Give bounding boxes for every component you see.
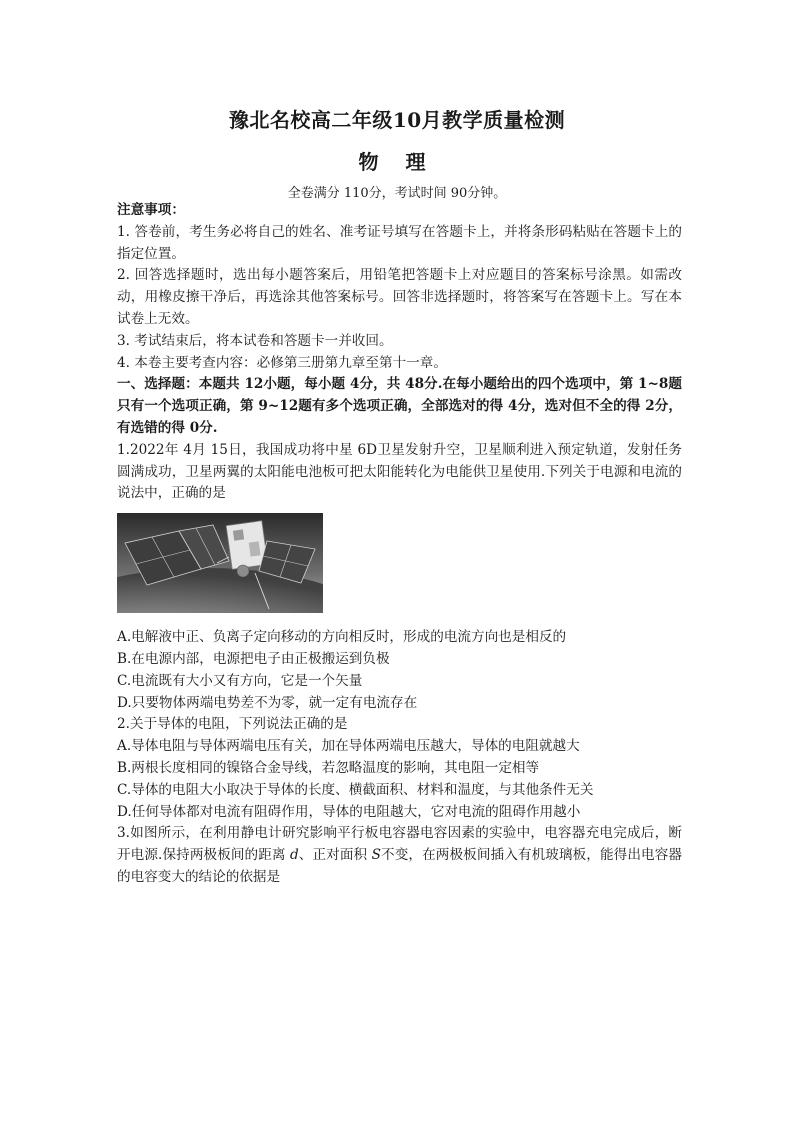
option-d: D.只要物体两端电势差不为零，就一定有电流存在 <box>117 694 418 711</box>
notice-block <box>117 200 682 374</box>
subject-title: 物 理 <box>358 150 436 174</box>
stem-part: 、正对面积 <box>298 847 372 864</box>
option-c: C.导体的电阻大小取决于导体的长度、横截面积、材料和温度，与其他条件无关 <box>117 781 594 798</box>
notice-item: 4. 本卷主要考查内容：必修第三册第九章至第十一章。 <box>117 354 447 371</box>
section-heading: 一、选择题：本题共 12小题，每小题 4分，共 48分.在每小题给出的四个选项中，第 1~8题只有一个选项正确，第 9~12题有多个选项正确，全部选对的得 4分，选对但不全的得 2分，有选错的得 0分. <box>117 376 682 436</box>
option-a: A.电解液中正、负离子定向移动的方向相反时，形成的电流方向也是相反的 <box>117 629 567 646</box>
question-2 <box>117 714 682 823</box>
notice-item: 2. 回答选择题时，选出每小题答案后，用铅笔把答题卡上对应题目的答案标号涂黑。如需改动，用橡皮擦干净后，再选涂其他答案标号。回答非选择题时，将答案写在答题卡上。写在本试卷上无效。 <box>117 267 682 327</box>
exam-meta: 全卷满分 110分，考试时间 90分钟。 <box>287 186 507 201</box>
stem-part: 不变，在两极板间插入有机玻璃板，能得出电容器的电容变大的结论的依据是 <box>117 847 682 885</box>
exam-title: 豫北名校高二年级10月教学质量检测 <box>228 108 566 132</box>
option-b: B.两根长度相同的镍铬合金导线，若忽略温度的影响，其电阻一定相等 <box>117 759 540 776</box>
question-stem: 2.关于导体的电阻，下列说法正确的是 <box>117 716 348 733</box>
stem-part: 3.如图所示，在利用静电计研究影响平行板电容器电容因素的实验中，电容器充电完成后，断开电源.保持两极板间的距离 <box>117 825 682 864</box>
exam-content <box>117 200 682 889</box>
question-stem <box>117 823 682 888</box>
option-d: D.任何导体都对电流有阻碍作用，导体的电阻越大，它对电流的阻碍作用越小 <box>117 803 581 820</box>
notice-item: 1. 答卷前，考生务必将自己的姓名、准考证号填写在答题卡上，并将条形码粘贴在答题卡上的指定位置。 <box>117 223 682 262</box>
satellite-figure <box>117 513 323 613</box>
notice-heading: 注意事项： <box>117 202 185 218</box>
question-stem: 1.2022年 4月 15日，我国成功将中星 6D卫星发射升空，卫星顺利进入预定轨道，发射任务圆满成功，卫星两翼的太阳能电池板可把太阳能转化为电能供卫星使用.下列关于电源和电流的说法中，正确的是 <box>117 441 682 502</box>
notice-item: 3. 考试结束后，将本试卷和答题卡一并收回。 <box>117 332 393 349</box>
option-c: C.电流既有大小又有方向，它是一个矢量 <box>117 672 363 689</box>
variable-s: S <box>371 847 381 864</box>
option-a: A.导体电阻与导体两端电压有关，加在导体两端电压越大，导体的电阻就越大 <box>117 738 580 755</box>
variable-d: d <box>290 847 299 864</box>
option-b: B.在电源内部，电源把电子由正极搬运到负极 <box>117 650 390 667</box>
question-1 <box>117 440 682 715</box>
question-3 <box>117 823 682 888</box>
